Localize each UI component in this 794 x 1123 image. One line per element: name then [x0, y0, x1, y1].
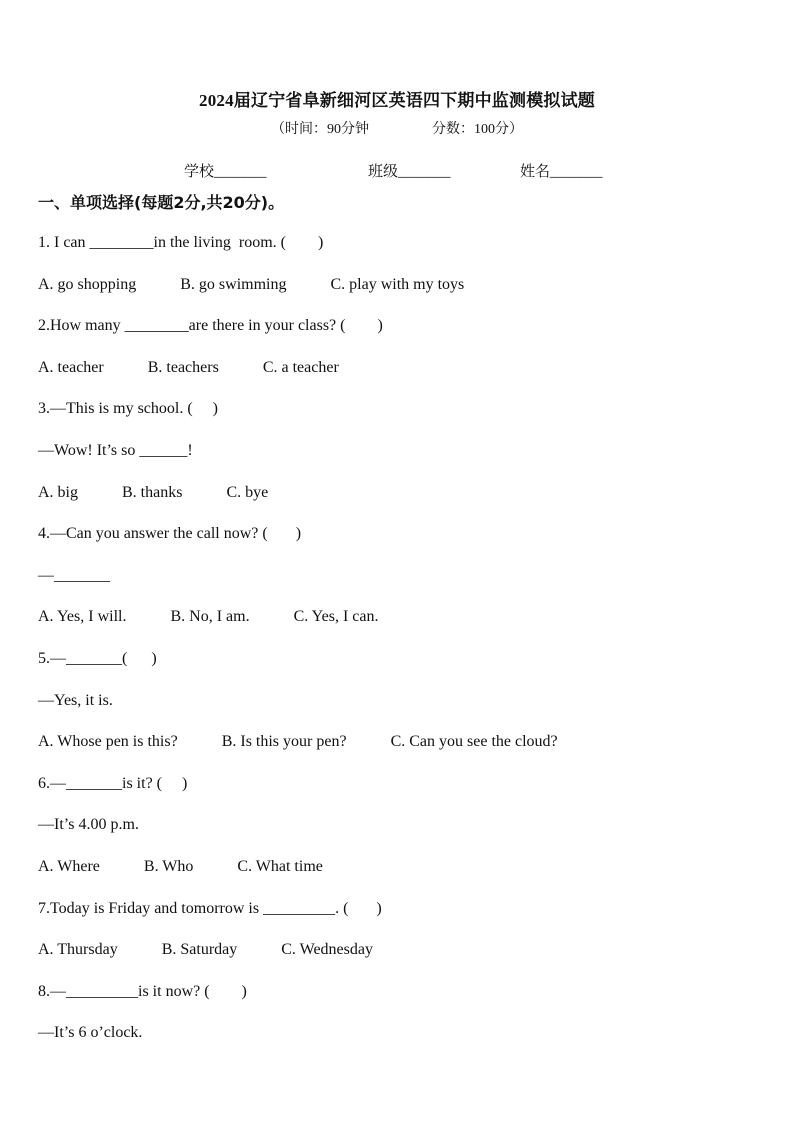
option-a: A. Thursday: [38, 941, 118, 959]
option-c: C. play with my toys: [330, 275, 465, 293]
question-stem: 6.—_______is it? ( ): [38, 774, 188, 792]
option-b: B. thanks: [122, 483, 183, 501]
section-heading: 一、单项选择(每题2分,共20分)。: [38, 193, 285, 212]
question-stem: 5.—_______( ): [38, 649, 157, 667]
option-a: A. Yes, I will.: [38, 608, 127, 626]
question-options: [38, 606, 758, 648]
option-c: C. a teacher: [262, 358, 339, 376]
question-options: [38, 274, 758, 316]
option-c: C. What time: [237, 857, 323, 875]
question-stem: 3.—This is my school. ( ): [38, 400, 218, 418]
class-field: 班级_______: [368, 164, 451, 180]
question-stem: 7.Today is Friday and tomorrow is _________. ( ): [38, 899, 382, 917]
option-a: A. teacher: [38, 358, 104, 376]
option-c: C. Yes, I can.: [293, 608, 379, 626]
option-b: B. Saturday: [161, 941, 238, 959]
question-dialogue: —It’s 4.00 p.m.: [38, 816, 139, 834]
school-field: 学校_______: [184, 164, 267, 180]
question-options: [38, 731, 758, 773]
question-stem: 1. I can ________in the living room. ( ): [38, 234, 324, 251]
option-c: C. Wednesday: [281, 941, 373, 959]
question-options: [38, 357, 758, 399]
question-dialogue: —Yes, it is.: [38, 691, 113, 709]
question-stem: 2.How many ________are there in your class? ( ): [38, 317, 383, 335]
question-dialogue: —Wow! It’s so ______!: [38, 441, 193, 459]
option-c: C. bye: [226, 483, 269, 501]
question-stem: 4.—Can you answer the call now? ( ): [38, 525, 302, 543]
question-list: [38, 232, 758, 1064]
option-a: A. Where: [38, 857, 100, 875]
question-options: [38, 856, 758, 898]
exam-info: （时间：90分钟 分数：100分）: [271, 122, 523, 137]
option-b: B. Who: [143, 857, 194, 875]
option-a: A. big: [38, 483, 78, 501]
option-b: B. go swimming: [180, 275, 287, 293]
question-stem: 8.—_________is it now? ( ): [38, 982, 247, 1000]
question-dialogue: —_______: [38, 566, 110, 584]
name-field: 姓名_______: [520, 164, 603, 180]
question-dialogue: —It’s 6 o’clock.: [38, 1024, 143, 1042]
question-options: [38, 482, 758, 524]
question-options: [38, 939, 758, 981]
option-b: B. No, I am.: [170, 608, 250, 626]
option-b: B. teachers: [147, 358, 219, 376]
option-a: A. go shopping: [38, 275, 137, 293]
option-c: C. Can you see the cloud?: [390, 733, 558, 751]
option-b: B. Is this your pen?: [221, 733, 347, 751]
page-title: 2024届辽宁省阜新细河区英语四下期中监测模拟试题: [199, 91, 595, 110]
option-a: A. Whose pen is this?: [38, 733, 178, 751]
